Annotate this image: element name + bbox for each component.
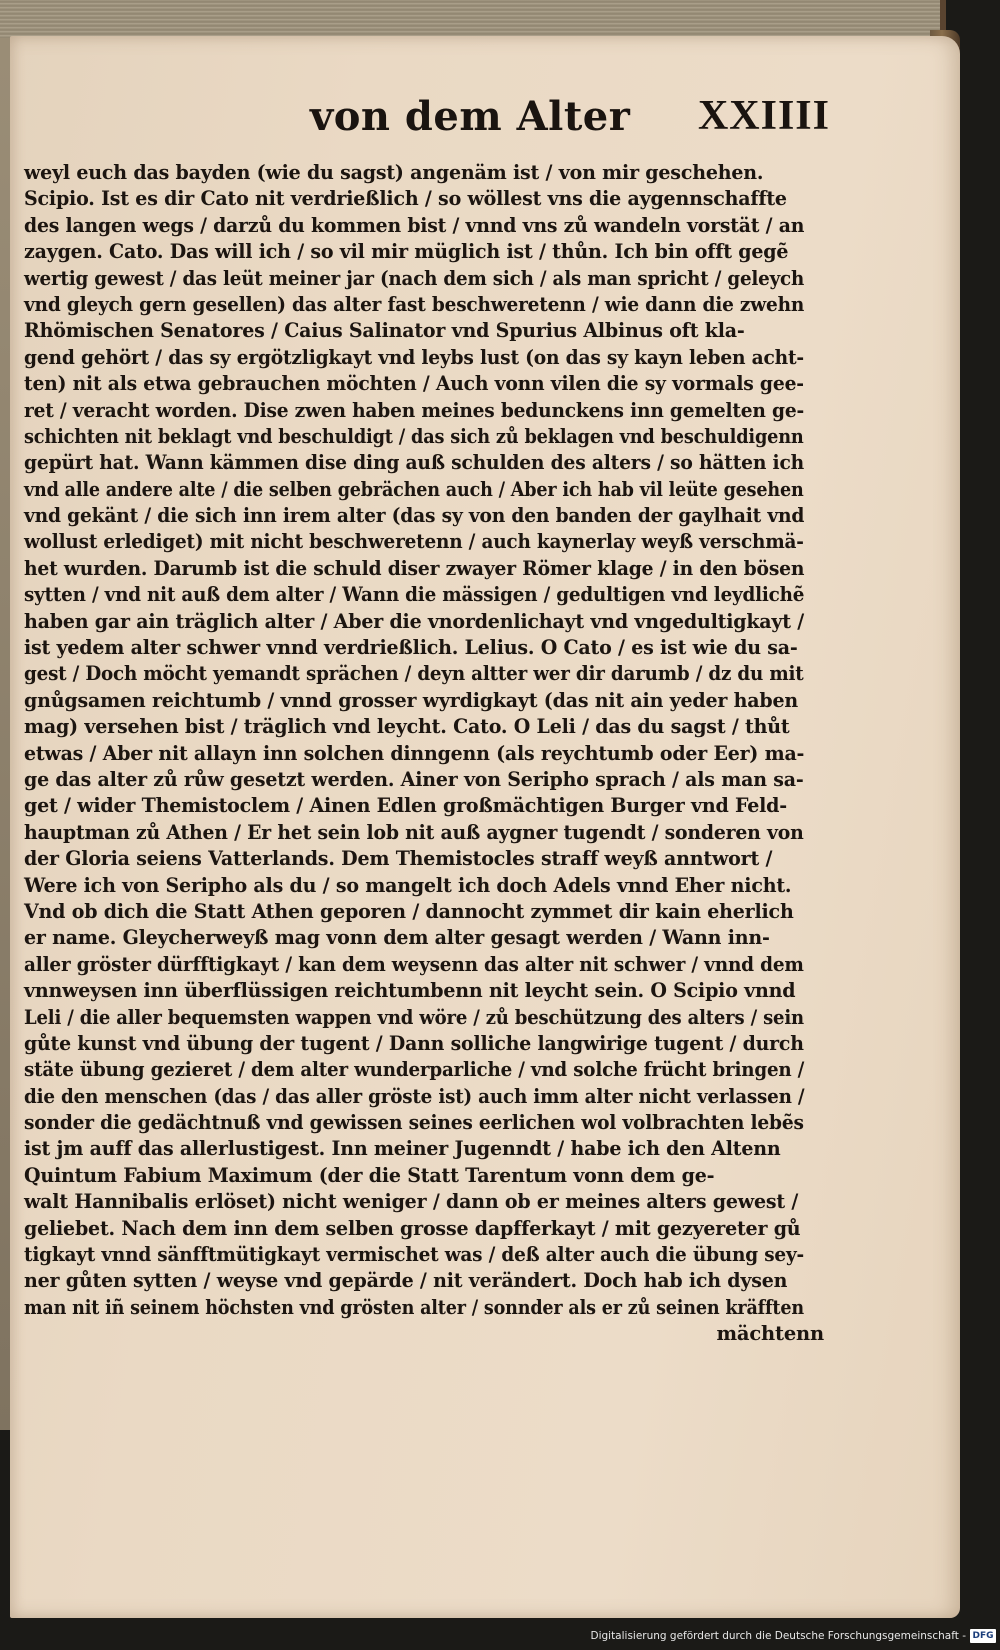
body-text [24, 160, 824, 1348]
text-line: tigkayt vnnd sänfftmütigkayt vermischet was / deß alter auch die übung sey- [24, 1243, 804, 1267]
text-line: ten) nit als etwa gebrauchen möchten / Auch vonn vilen die sy vormals gee- [24, 372, 804, 396]
text-line: vnnweysen inn überflüssigen reichtumbenn nit leycht sein. O Scipio vnnd [24, 979, 796, 1003]
text-line: der Gloria seiens Vatterlands. Dem Themistocles straff weyß anntwort / [24, 847, 773, 871]
running-header [310, 86, 830, 146]
text-line: geliebet. Nach dem inn dem selben grosse dapfferkayt / mit gezyereter gů [24, 1216, 801, 1240]
text-line: stäte übung gezieret / dem alter wunderparliche / vnd solche frücht bringen / [24, 1058, 805, 1082]
text-line: sytten / vnd nit auß dem alter / Wann die mässigen / gedultigen vnd leydlichẽ [24, 583, 805, 607]
text-line: vnd gleych gern gesellen) das alter fast beschweretenn / wie dann die zwehn [24, 292, 805, 316]
text-line: sonder die gedächtnuß vnd gewissen seines eerlichen wol volbrachten lebẽs [24, 1111, 804, 1135]
text-line: gend gehört / das sy ergötzligkayt vnd leybs lust (on das sy kayn leben acht- [24, 345, 804, 369]
text-line: Vnd ob dich die Statt Athen geporen / dannocht zymmet dir kain eherlich [24, 899, 794, 923]
funding-credit: Digitalisierung gefördert durch die Deutsche Forschungsgemeinschaft - [590, 1630, 966, 1642]
book-top-edge [0, 0, 940, 38]
text-line: wollust erlediget) mit nicht beschweretenn / auch kaynerlay weyß verschmä- [24, 530, 804, 554]
text-line: vnd alle andere alte / die selben gebrächen auch / Aber ich hab vil leüte gesehen [24, 477, 804, 501]
text-line: Rhömischen Senatores / Caius Salinator vnd Spurius Albinus oft kla- [24, 319, 745, 343]
text-line: walt Hannibalis erlöset) nicht weniger / dann ob er meines alters gewest / [24, 1190, 799, 1214]
text-line: Quintum Fabium Maximum (der die Statt Tarentum vonn dem ge- [24, 1163, 715, 1187]
running-title: von dem Alter [310, 92, 631, 140]
dfg-logo-icon: DFG [970, 1629, 996, 1643]
text-line: ret / veracht worden. Dise zwen haben meines bedunckens inn gemelten ge- [24, 398, 805, 422]
text-line: des langen wegs / darzů du kommen bist / vnnd vns zů wandeln vorstät / an [24, 213, 805, 237]
text-line: aller gröster dürfftigkayt / kan dem weysenn das alter nit schwer / vnnd dem [24, 952, 804, 976]
text-line: etwas / Aber nit allayn inn solchen dinngenn (als reychtumb oder Eer) ma- [24, 741, 805, 765]
folio-number: XXIIII [697, 93, 830, 139]
text-line: haben gar ain träglich alter / Aber die vnordenlichayt vnd vngedultigkayt / [24, 609, 805, 633]
text-line: ist yedem alter schwer vnnd verdrießlich. Lelius. O Cato / es ist wie du sa- [24, 636, 798, 660]
text-line: Leli / die aller bequemsten wappen vnd wöre / zů beschützung des alters / sein [24, 1005, 804, 1029]
text-line: gepürt hat. Wann kämmen dise ding auß schulden des alters / so hätten ich [24, 451, 805, 475]
text-line: gest / Doch möcht yemandt sprächen / deyn altter wer dir darumb / dz du mit [24, 662, 804, 686]
text-line: ist jm auff das allerlustigest. Inn meiner Jugenndt / habe ich den Altenn [24, 1137, 781, 1161]
catchword: mächtenn [716, 1322, 824, 1346]
text-line: ge das alter zů růw gesetzt werden. Ainer von Seripho sprach / als man sa- [24, 767, 804, 791]
text-line: man nit iñ seinem höchsten vnd grösten alter / sonnder als er zů seinen kräfften [24, 1295, 804, 1319]
text-line: get / wider Themistoclem / Ainen Edlen großmächtigen Burger vnd Feld- [24, 794, 787, 818]
text-line: Were ich von Seripho als du / so mangelt ich doch Adels vnnd Eher nicht. [24, 873, 792, 897]
text-line: die den menschen (das / das aller gröste ist) auch imm alter nicht verlassen / [24, 1084, 805, 1108]
text-line: gnůgsamen reichtumb / vnnd grosser wyrdigkayt (das nit ain yeder haben [24, 688, 799, 712]
text-line: gůte kunst vnd übung der tugent / Dann solliche langwirige tugent / durch [24, 1031, 804, 1055]
text-line: zaygen. Cato. Das will ich / so vil mir müglich ist / thůn. Ich bin offt gegẽ [24, 240, 789, 264]
text-line: hauptman zů Athen / Er het sein lob nit auß aygner tugendt / sonderen von [24, 820, 804, 844]
text-line: Scipio. Ist es dir Cato nit verdrießlich / so wöllest vns die aygennschaffte [24, 187, 787, 211]
text-line: weyl euch das bayden (wie du sagst) angenäm ist / von mir geschehen. [24, 161, 764, 184]
text-line: vnd gekänt / die sich inn irem alter (das sy von den banden der gaylhait vnd [24, 504, 805, 528]
text-line: mag) versehen bist / träglich vnd leycht. Cato. O Leli / das du sagst / thůt [24, 715, 790, 739]
text-line: wertig gewest / das leüt meiner jar (nach dem sich / als man spricht / geleych [24, 266, 805, 290]
text-line: ner gůten sytten / weyse vnd gepärde / nit verändert. Doch hab ich dysen [24, 1269, 788, 1293]
text-line: er name. Gleycherweyß mag vonn dem alter gesagt werden / Wann inn- [24, 926, 770, 950]
text-line: schichten nit beklagt vnd beschuldigt / das sich zů beklagen vnd beschuldigenn [24, 424, 804, 448]
text-line: het wurden. Darumb ist die schuld diser zwayer Römer klage / in den bösen [24, 556, 805, 580]
